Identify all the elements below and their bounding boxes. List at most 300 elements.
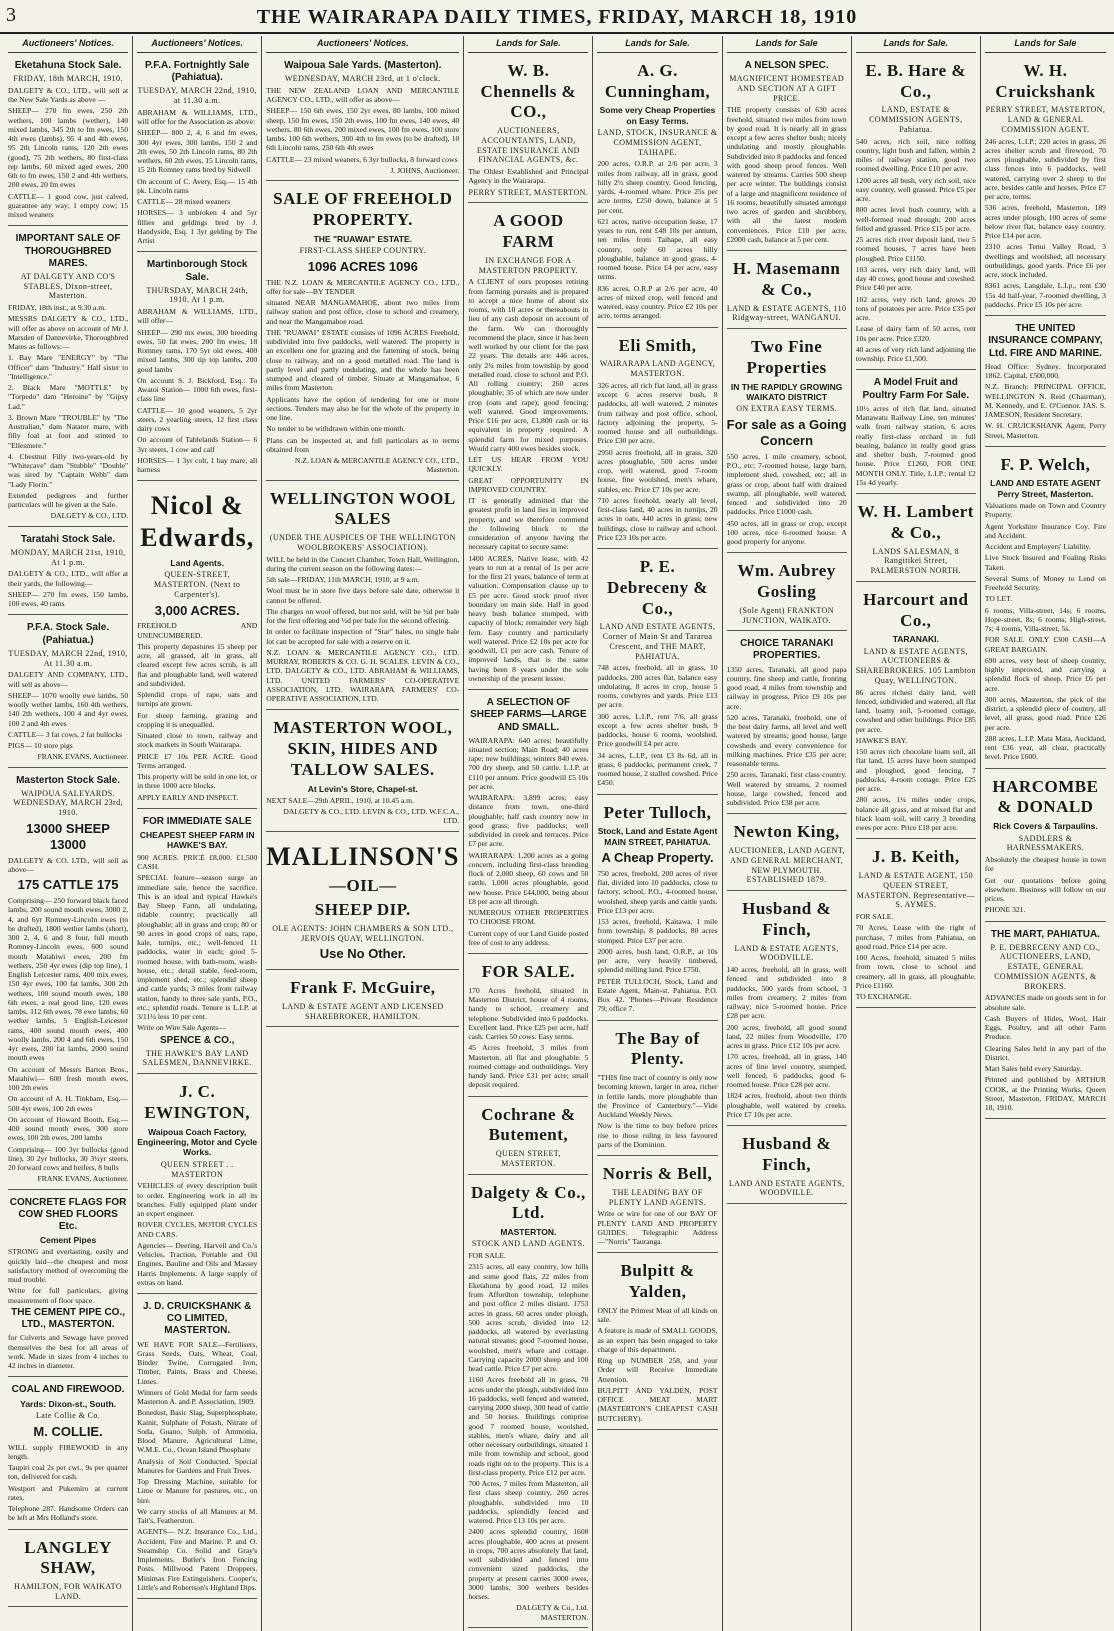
ad-title: FOR IMMEDIATE SALE [142,815,252,827]
page-number: 3 [6,4,16,26]
ad-heading: Cochrane & Butement, [481,1104,576,1145]
ad-title: Masterton Stock Sale. [16,774,121,786]
ad-paragraph: WAIRARAPA: 1,200 acres as a going concern, including first-class breeding flock of 2,000 sheep, 60 cows and 50 cattle, 1,000 acres ploughable, good new house. Price £44,000, being about £8 per acre all through. [468,850,589,906]
ad-subtitle: WAIPOUA SALEYARDS. WEDNESDAY, MARCH 23rd, 1910. [13,788,123,818]
ad-heading: A GOOD FARM [493,211,564,252]
ad-subtitle: IN EXCHANGE FOR A MASTERTON PROPERTY. [478,255,579,275]
ad-paragraph: On account of C. Avery, Esq.— 15 4th pk. Lincoln rams [137,176,258,195]
ad-paragraph: Agent Yorkshire Insurance Coy. Fire and Accident. [984,521,1106,540]
advertisement [137,1077,257,1294]
ad-paragraph: Splendid crops of rape, oats and turnips are grown. [137,690,258,709]
ad-subheading: Waipoua Coach Factory, Engineering, Motor and Cycle Works. [137,1126,258,1158]
ad-subtitle: LAND & ESTATE AGENTS, 110 Ridgway-street, WANGANUI. [726,303,847,323]
ad-paragraph: 70 Acres, Lease with the right of purchase, 7 miles from Pahiatua, on good road. Price £14 per acre. [855,923,976,951]
ad-title: A Model Fruit and Poultry Farm For Sale. [862,377,970,401]
ad-paragraph: CATTLE— 28 mixed weaners [137,197,231,207]
ad-paragraph: APPLY EARLY AND INSPECT. [137,792,239,802]
ad-paragraph: "THIS fine tract of country is only now becoming known, larger in area, richer in fertile lands, more ploughable than the Province of Canterbury."—Vide Auckland Weekly News. [597,1073,718,1120]
ad-title: COAL AND FIREWOOD. [11,1384,125,1396]
ad-paragraph: 10½ acres of rich flat land, situated Manawatu Railway Line, ten minutes' walk from railway station, 6 acres really first-class orchard in full bearing, balance in really good grass and shelter bush, 7-roomed good house. Price £1260, FOR ONE MONTH ONLY. Title, L.I.P.; rental £2 15s 4d yearly. [855,403,976,487]
ad-paragraph: 25 acres rich river deposit land, two 5 roomed houses, 7 acres have been ploughed. Price £1150. [855,235,976,263]
ad-subtitle: MONDAY, MARCH 21st, 1910, At 1 p.m. [10,547,126,567]
ad-heading: Bulpitt & Yalden, [620,1261,695,1302]
ad-paragraph: Taupiri coal 2s per cwt., 9s per quarter ton, delivered for cash. [8,1463,129,1482]
ad-subtitle: LAND, STOCK, INSURANCE & COMMISSION AGENT, TAIHAPE. [597,128,718,157]
ad-paragraph: situated NEAR MANGAMAHOE, about two miles from railway station and post office, close to school and creamery, and near the Mangamahoe road. [266,298,460,326]
ad-heading: Husband & Finch, [742,1134,832,1174]
ad-title: Waipoua Sale Yards. (Masterton). [284,59,442,71]
ad-paragraph: N.Z. LOAN & MERCANTILE AGENCY CO., LTD. MURRAY, ROBERTS & CO. G. H. SCALES. LEVIN & CO., LTD. DALGETY & CO., LTD. ABRAHAM & WILLIAMS, LTD. UNITED FARMERS' CO-OPERATIVE ASSOCIATION, LTD. WAIRARAPA FARMERS' CO-OPERATIVE ASSOCIATION, LTD. [266,647,460,704]
ad-paragraph: 2310 acres Tenui Valley Road, 3 dwellings and woolshed, all necessary outbuildings, good yards. Price £6 per acre, stock included. [984,242,1106,280]
ad-subtitle: (Sole Agent) FRANKTON JUNCTION, WAIKATO. [739,605,834,625]
ad-paragraph: DALGETY & CO., LTD., will sell at the New Sale Yards as above — [8,85,129,105]
ad-heading: W. H. Cruickshank [995,60,1096,101]
advertisement [8,618,128,767]
ad-paragraph: Westport and Pukemiro at current rates. [8,1483,129,1502]
ad-paragraph: 200 acres, O.R.P. at 2/6 per acre, 3 miles from railway, all in grass, good hilly 2½ sheep country. Good fencing, yards, 4-roomed whare. Price 25s per acre terms, £250 down, balance at 5 per cent. [597,159,718,215]
ad-paragraph: Write on Wire Sale Agents— [137,1023,226,1033]
advertisement [985,56,1106,316]
ad-paragraph: Printed and published by ARTHUR COOK, at the Printing Works, Queen Street, Masterton, FRIDAY, MARCH 18, 1910. [984,1075,1106,1113]
ad-paragraph: Extended pedigrees and further particulars will be given at the Sale. [8,490,129,510]
ad-paragraph: 690 acres, very best of sheep country, highly improved, and carrying a splendid flock of sheep. Price £6 per acre. [984,655,1106,693]
advertisement [137,56,257,252]
ad-paragraph: IT is generally admitted that the greatest profit in land lies in improved property, and we therefore commend the following block to the consideration of anyone having the necessary capital to secure same: [468,496,589,552]
ad-paragraph: 102 acres, very rich land, grows 20 tons of potatoes per acre. Price £35 per acre. [855,294,976,323]
ad-paragraph: SHEEP— 270 fm ewes, 150 lambs, 100 ewes, 40 rams [8,589,129,609]
ad-paragraph: 45 Acres freehold, 3 miles from Masterton, all flat and ploughable. 5 roomed cottage and outbuildings. Very handy land. Price £31 per acre; small deposit required. [468,1043,589,1090]
advertisement [468,1178,588,1628]
ad-title: IMPORTANT SALE OF THOROUGHBRED MARES. [15,233,121,269]
advertisement [468,957,588,1096]
ad-paragraph: WILL supply FIREWOOD in any length. [8,1442,129,1461]
ad-heading: W. B. Chennells & CO., [480,60,577,122]
advertisement [727,634,847,814]
ad-heading: Newton King, [733,822,840,842]
ad-paragraph: On account S. J. Bickford, Esq.: To Awatoi Station— 1000 6th ewes, first-class line [137,375,258,404]
ad-title: THE CEMENT PIPE CO., LTD., MASTERTON. [11,1306,126,1331]
ad-paragraph: A feature is made of SMALL GOODS, as an expert has been engaged to take charge of this department. [597,1326,718,1354]
ad-paragraph: 1350 acres, Taranaki, all good papa country, fine sheep and cattle, fronting good road, 4 miles from township and railway in progress. Price £9 10s per acre. [726,664,847,711]
ad-heading: FOR SALE. [481,962,576,982]
ad-paragraph: SPECIAL feature—season surge an immediate sale, hence the sacrifice. This is an ideal and typical Hawke's Bay Sheep Farm, all undulating, ridable country; practically all ploughable; all in grass and crop; 80 or 90 acres in good crops of oats, rape, kale, turnips, etc.; well-fenced 11 paddocks, water in each; good 5-roomed house, with bath-room, wash-house, etc.; detail stable, feed-room, implement shed, etc.; splendid sheep and cattle yards; 3 miles from railway station, handy to three sale yards, P.O., etc.; splendid roads. Tenure is L.I.P. at 3/11¼ less 10 per cent. [137,873,258,1022]
column-heading: Auctioneers' Notices. [266,36,459,53]
advertisement [266,973,459,1027]
ad-paragraph: SHEEP— 290 mx ewes, 300 breeding ewes, 50 fat ewes, 200 fm ewes, 18 Romney rams, 170 5yr old ewes, 400 mixed lambs, 300 tip top lambs, 200 good lambs [137,327,258,374]
ad-heading: Husband & Finch, [742,899,832,939]
column-heading: Lands for Sale [985,36,1106,53]
column-7 [852,36,981,1631]
ad-paragraph: ABRAHAM & WILLIAMS, LTD., will offer— [137,307,258,326]
ad-heading: P. E. Debreceny & Co., [607,557,709,618]
ad-paragraph: W. H. CRUICKSHANK Agent, Perry Street, Masterton. [984,421,1106,440]
column-4 [464,36,593,1631]
ad-title: CHOICE TARANAKI PROPERTIES. [740,638,834,662]
ad-paragraph: FOR SALE. [855,912,894,922]
ad-paragraph: TO LET. [984,594,1012,604]
ad-paragraph: PIGS— 10 store pigs [8,741,73,751]
advertisement [8,229,128,526]
advertisement [8,530,128,616]
ad-subtitle: LAND & ESTATE AGENTS, WOODVILLE. [734,943,839,963]
ad-paragraph: ONLY the Primest Meat of all kinds on sale. [597,1305,718,1325]
ad-display-line: 3,000 ACRES. [154,602,240,618]
ad-subheading: Stock, Land and Estate Agent MAIN STREET, PAHIATUA. [597,826,718,847]
advertisement [137,255,257,481]
ad-subheading: THE "RUAWAI" ESTATE. [313,233,412,244]
ad-subtitle: THE LEADING BAY OF PLENTY LAND AGENTS. [608,1187,707,1207]
ad-paragraph: WE HAVE FOR SALE—Fertilisers, Grass Seeds, Oats, Wheat, Coal, Binder Twine, Corrugated Iron, Timber, Paints, Brass and Cheese, Limes. [137,1339,258,1386]
ad-paragraph: 5th sale—FRIDAY, 11th MARCH, 1910, at 9 a.m. [266,575,420,585]
ad-paragraph: NEXT SALE—29th APRIL, 1910, at 10.45 a.m. [266,795,414,805]
advertisement [468,1100,588,1175]
ad-heading: H. Masemann & Co., [732,259,841,299]
advertisement [8,1380,128,1529]
advertisement [137,484,257,808]
ad-subtitle: QUEEN STREET, MASTERTON. [495,1149,561,1168]
ad-display-line: M. COLLIE. [33,1423,103,1439]
ad-subtitle: ON EXTRA EASY TERMS. [736,404,838,414]
ad-paragraph: THE N.Z. LOAN & MERCANTILE AGENCY CO., LTD., offer for sale—BY TENDER [266,277,460,296]
ad-title: Martinborough Stock Sale. [146,259,248,283]
ad-subtitle: HAMILTON, FOR WAIKATO LAND. [14,1581,123,1601]
ad-paragraph: This property depastures 15 sheep per acre, all grassed, all in grass, all cleared except few acres scrub, is all flat and ploughable land, well watered and subdivided. [137,641,258,688]
ad-heading: —OIL— [328,876,397,896]
ad-signature: DALGETY & CO., LTD. [50,511,129,521]
ad-paragraph: 900 ACRES. PRICE £8,000. £1,500 CASH. [137,852,258,872]
ad-display-line: Use No Other. [319,946,406,962]
advertisement [137,812,257,1074]
ad-signature: FRANK EVANS, Auctioneer. [37,1174,129,1184]
ad-paragraph: 4. Chestnut Filly two-years-old by "Whitecave" dam "Stubble" "Double" was sired by "Captain Webb" dam "Lady Florin." [8,451,129,489]
ad-heading: Wm. Aubrey Gosling [737,561,836,602]
ad-paragraph: TO EXCHANGE. [855,992,912,1002]
ad-paragraph: 150 acres rich chocolate loam soil, all flat land, 15 acres have been stumped and ploughed, good fencing, 7 paddocks, 4-room cottage. Price £25 per acre. [855,747,976,794]
ad-paragraph: Get our quotations before going elsewhere. Business will follow on our prices. [984,875,1106,904]
ad-heading: LANGLEY SHAW, [24,1537,112,1578]
ad-paragraph: SHEEP— 270 fm ewes, 250 2th wethers, 100 lambs (wether), 140 mixed lambs, 345 2th to fm ewes, 150 4th ewes (lambs), 95 4 and 4th ewes, 95 2th Lincoln rams, 120 2th ewes (good), 75 2th wethers, 80 first-class rep lambs, 60 mixed aged ewes, 200 6th to fm ewes, 150 2 and 4th wethers, 200 ewes, 20 fm ewes [8,106,129,190]
ad-subheading: LAND AND ESTATE AGENT Perry Street, Masterton. [990,478,1101,499]
ad-paragraph: Applicants have the option of tendering for one or more sections. Tenders may also be for the whole of the property in one line. [266,394,460,423]
ad-paragraph: 34 acres, L.I.P., rent £3 8s 6d, all in grass, 6 paddocks, permanent creek, 7 roomed house, 2 stalled cowshed. Price £450. [597,750,718,788]
ad-paragraph: On account of Howard Booth, Esq.— 400 sound mouth ewes, 300 store ewes, 100 2th ewes, 200 lambs [8,1114,129,1143]
advertisement [8,1193,128,1378]
ad-paragraph: HAWKE'S BAY. [855,735,908,745]
column-8 [981,36,1110,1631]
ad-subtitle: FIRST-CLASS SHEEP COUNTRY. [299,245,426,255]
advertisement [727,556,847,631]
ad-paragraph: DALGETY & CO., LTD., will offer at their yards, the following— [8,569,129,588]
ad-paragraph: ABRAHAM & WILLIAMS, LTD., will offer for the Association as above: [137,107,258,127]
ad-subtitle: MAGNIFICENT HOMESTEAD AND SECTION AT A GIFT PRICE. [729,74,844,103]
ad-display-line: For sale as a Going Concern [726,417,847,448]
ad-paragraph: THE NEW ZEALAND LOAN AND MERCANTILE AGENCY CO., LTD., will offer as above— [266,85,460,105]
ad-paragraph: WAIRARAPA: 640 acres; beautifully situated section; Main Road; 40 acres rape; new buildings; winters 840 ewes. 700 dry sheep, and 50 cattle. L.I.P. at £110 per annum. Price goodwill £5 10s per acre. [468,735,589,791]
ad-heading: SHEEP DIP. [314,900,411,920]
ad-paragraph: 170 acres, freehold, all in grass, 140 acres of fine level country, stumped, well fenced, 6 paddocks, good 6-roomed house. Price £28 per acre. [726,1052,847,1090]
column-heading: Lands for Sale [727,36,847,53]
advertisement [8,56,128,226]
advertisement [985,450,1106,769]
ad-paragraph: N.Z. Branch: PRINCIPAL OFFICE, WELLINGTON N. Reid (Chairman), M. Kennedy, and E. O'Connor. JAS. S. JAMESON, Resident Secretary. [984,382,1106,419]
advertisement [856,842,976,1008]
advertisement [8,1533,128,1608]
ad-paragraph: ADVANCES made on goods sent in for absolute sale. [984,993,1106,1012]
ad-signature: DALGETY & Co., Ltd. MASTERTON. [516,1603,589,1622]
ad-title: P.F.A. Stock Sale. (Pahiatua.) [27,622,110,646]
ad-subtitle: THE HAWKE'S BAY LAND SALESMEN, DANNEVIRKE. [142,1048,252,1068]
ad-heading: SALE OF FREEHOLD PROPERTY. [273,189,453,229]
ad-paragraph: Mart Sales held every Saturday. [984,1064,1082,1074]
ad-paragraph: FOR SALE. ONLY £300 CASH—A GREAT BARGAIN. [984,635,1106,654]
ad-title: Taratahi Stock Sale. [20,533,116,545]
ad-heading-large: Nicol & Edwards, [140,491,255,553]
ad-paragraph: THE "RUAWAI" ESTATE consists of 1096 ACRES Freehold, subdivided into five paddocks, well watered. The property is an excellent one for grazing and the fattening of stock, being close to railway, and on a good metalled road. The land is partly level and partly undulating, and the whole has been stumped and cleared of timber. Situate at Mangamahoe, 6 miles from Masterton. [266,327,460,393]
ad-paragraph: 621 acres, native occupation lease, 17 years to run, rent £48 10s per annum, ten miles from Taihape, all easy country, only 60 acres hilly ploughable, balance in good grass, 4-roomed house. Price £4 per acre, easy terms. [597,216,718,282]
ad-paragraph: SHEEP— 150 6th ewes, 150 2yr ewes, 80 lambs, 100 mixed sheep, 150 fm ewes, 150 2th ewes, 100 fm ewes, 140 ewes, 40 wethers, 80 6th ewes, 200 mixed ewes, 100 fm ewes, 100 store lambs, 100 6th wethers, 300 4th to fm ewes (to be drafted), 10 6th Lincoln rams, 250 6th 4th ewes [266,106,460,153]
ad-subtitle: OLE AGENTS: JOHN CHAMBERS & SON LTD., JERVOIS QUAY, WELLINGTON. [272,923,454,943]
ad-paragraph: 800 acres level bush country, with a well-formed road through; 200 acres felled and grassed. Price £15 per acre. [855,205,976,233]
newspaper-title: THE WAIRARAPA DAILY TIMES, FRIDAY, MARCH 18, 1910 [256,6,858,28]
ad-heading: Dalgety & Co., Ltd. [471,1182,586,1223]
advertisement [468,693,588,954]
ad-heading: Peter Tulloch, [603,802,712,822]
ad-paragraph: GREAT OPPORTUNITY IN IMPROVED COUNTRY. [468,475,589,494]
ad-paragraph: CATTLE— 1 good cow, just calved, guarantee any way; 1 empty cow; 15 mixed weaners [8,191,129,220]
advertisement [727,1129,847,1204]
ad-paragraph: 836 acres, O.R.P at 2/6 per acre, 40 acres of mixed crop, well fenced and watered, easy country. Price £2 10s per acre, terms arranged. [597,283,718,321]
ad-heading: Harcourt and Co., [863,589,969,630]
ad-paragraph: THE property consists of 630 acres freehold, situated two miles from town by good road. It is nearly all in grass except a few acres shelter bush; nicely undulating and mostly ploughable. Subdivided into 8 paddocks and fenced with good sheep proof fences. Well watered by streams. Carries 500 sheep per acre winter. The buildings consist of a large and magnificent residence of 16 rooms, beautifully situated amongst two acres of garden and shrubbery, with all the latest modern conveniences. Price £10 per acre, £2000 cash, balance at 5 per cent. [726,105,847,244]
advertisement [597,552,717,794]
ad-heading: A. G. Cunningham, [604,60,711,101]
ad-subtitle: Late Collie & Co. [36,1410,101,1420]
ad-paragraph: 170 Acres freehold, situated in Masterton District, house of 4 rooms, handy to school, creamery and telephone. Subdivided into 6 paddocks. Excellent land. Price £25 per acre, half cash. Carries 50 cows. Easy terms. [468,985,589,1042]
ad-subheading: TARANAKI. [892,634,939,645]
ad-paragraph: 2. Black Mare "MOTTLE" by "Torpedo" dam "Heroine" by "Gipsy Lad." [8,383,129,411]
ad-paragraph: BULPITT AND YALDEN, POST OFFICE MEAT MART (MASTERTON'S CHEAPEST CASH BUTCHERY). [597,1385,718,1423]
ad-subtitle: LAND AND ESTATE AGENTS, WOODVILLE. [728,1178,845,1198]
ad-paragraph: Absolutely the cheapest house in town for [984,855,1106,874]
ad-paragraph: 140 acres, freehold, all in grass, well fenced and subdivided into 8 paddocks, 500 yards from school, 3 miles from creamery, 2 miles from railway; nice 5-roomed house. Price £28 per acre. [726,965,847,1021]
ad-subtitle: TUESDAY, MARCH 22nd, 1910, At 11.30 a.m. [8,648,128,668]
ad-paragraph: Lease of dairy farm of 50 acres, rent 10s per acre. Price £320. [855,324,976,343]
ad-paragraph: Valuations made on Town and Country Property. [984,501,1106,520]
masthead [0,0,1114,34]
advertisement [468,206,588,690]
ad-heading: MASTERTON WOOL, SKIN, HIDES AND TALLOW SALES. [273,718,453,779]
ad-paragraph: Winners of Gold Medal for farm seeds Masterton A. and P. Association, 1909. [137,1387,258,1407]
ad-paragraph: 86 acres richest dairy land, well fenced, subdivided and watered, all flat land, loamy soil, 5-roomed cottage, cowshed and other buildings. Price £85 per acre. [855,687,976,734]
ad-subheading: MASTERTON. [500,1227,557,1238]
ad-subheading: Yards: Dixon-st., South. [20,1398,116,1409]
ad-subheading: IN THE RAPIDLY GROWING WAIKATO DISTRICT [730,381,843,402]
ad-subtitle: QUEEN STREET . . MASTERTON [160,1159,234,1179]
ad-signature: J. JOHNS, Auctioneer. [390,165,460,175]
column-heading: Auctioneers' Notices. [8,36,128,53]
ad-signature: DALGETY & CO., LTD. LEVIN & CO., LTD. W.F.C.A., LTD. [283,807,460,826]
ad-paragraph: 300 acres, L.I.P., rent 7/6, all grass except a few acres shelter bush, 9 paddocks, house 6 rooms, woolshed. Price goodwill £4 per acre. [597,711,718,749]
ad-paragraph: No tender to be withdrawn within one month. [266,424,406,434]
ad-paragraph: 1. Bay Mare "ENERGY" by "The Officer" dam "Industry." Half sister to "Intelligence." [8,353,129,381]
column-1 [4,36,133,1631]
ad-title: Eketahuna Stock Sale. [14,59,122,71]
advertisement [727,817,847,891]
ad-paragraph: DALGETY & CO. LTD., will sell as above— [8,855,129,874]
ad-subtitle: PERRY STREET, MASTERTON. [468,187,589,197]
ad-paragraph: Ring up NUMBER 258, and your Order will Receive Immediate Attention. [597,1356,718,1384]
ad-paragraph: 3. Brown Mare "TROUBLE" by "The Australian," dam Natator mare, with filly foal at foot and stinted to "Ellesmere." [8,412,129,450]
ad-signature: N.Z. LOAN & MERCANTILE AGENCY CO., LTD., Masterton. [294,456,460,475]
ad-subheading: Cement Pipes [39,1235,97,1246]
ad-subtitle: LAND & ESTATE AGENT, 150 QUEEN STREET, MASTERTON. Representative—S. AYMES. [856,871,975,910]
ad-heading-large: MALLINSON'S [266,841,460,871]
ad-subtitle: LAND & ESTATE AGENT AND LICENSED SHAREBROKER, HAMILTON. [282,1001,444,1021]
ad-paragraph: In order to facilitate inspection of "Star" bales, no single bale lot can be accepted for sale with a reserve on it. [266,627,460,646]
ad-paragraph: The Oldest Established and Principal Agency in the Wairarapa. [468,167,589,186]
ad-paragraph: 700 Acres, 7 miles from Masterton, all first class sheep country, 260 acres ploughable, subdivided into 10 paddocks, splendidly fenced and watered. Price £13 10s per acre. [468,1479,589,1526]
advertisement [266,713,459,831]
advertisement [597,331,717,549]
ad-subtitle: AUCTIONEERS, ACCOUNTANTS, LAND, ESTATE INSURANCE AND FINANCIAL AGENTS, &c. [476,126,580,165]
advertisement [597,1159,717,1253]
ad-paragraph: FRIDAY, 18th inst., at 9.30 a.m. [8,303,107,313]
ad-subtitle: WEDNESDAY, MARCH 23rd, at 1 o'clock. [284,74,441,84]
ad-signature: FRANK EVANS, Auctioneer. [37,752,129,762]
advertisement [727,56,847,251]
ad-paragraph: 1400 ACRES, Native lease, with 42 years to run at a rental of 1s per acre for the first 21 years, balance of term at valuation. Compensation clause up to £5 per acre. Good stock proof river boundary on main side. Half in good heavy bush balance stumped, with capacity of block; remainder very high fern. Easy country and particularly well watered. Price £2 10s per acre for goodwill, £1 per acre cash. Tenure of improved lands, that is the same having been 8 years under the sole ownership of the present lessee. [468,553,589,683]
ad-subtitle: FRIDAY, 18th MARCH, 1910. [13,74,123,84]
ad-paragraph: Several Sums of Money to Lend on Freehold Security. [984,573,1106,593]
ad-paragraph: 550 acres, 1 mile creamery, school, P.O., etc; 7-roomed house, large barn, implement shed, cowshed, etc; all in grass or crop, about half with drained swamp, all ploughable, well watered, fenced and subdivided into 20 paddocks. Price £1000 cash. [726,451,847,517]
ad-paragraph: 2000 acres, bush land, O.R.P., at 10s per acre, very heavily timbered, splendid milling land. Price £750. [597,946,718,975]
ad-subtitle: TUESDAY, MARCH 22nd, 1910, at 11.30 a.m. [137,86,257,106]
ad-paragraph: Head Office: Sydney. Incorporated 1862. Capital, £500,000. [984,361,1106,380]
ad-paragraph: 8361 acres, Langdale, L.I.p., rent £30 15s 4d half-year, 7-roomed dwelling, 3 paddocks. Price £5 10s per acre. [984,281,1106,309]
ad-title: THE MART, PAHIATUA. [990,928,1100,940]
ad-paragraph: 540 acres, rich soil, nice rolling country, light bush and fallen, within 2 miles of railway station, good two roomed dwelling. Price £10 per acre. [855,136,976,174]
advertisement [856,497,976,582]
ad-paragraph: 2400 acres splendid country, 1600 acres ploughable, 400 acres at present in crops, 700 acres absolutely flat land, well subdivided and fenced into convenient sized paddocks, the property at present carries 3000 ewes, 3000 lambs, 300 wethers besides horses. [468,1527,589,1602]
ad-paragraph: PETER TULLOCH, Stock, Land and Estate Agent, Main-st. Pahiatua. P.O. Box 42. 'Phones—Private Residence 79; office 7. [597,976,718,1014]
ad-title: J. D. CRUICKSHANK & CO LIMITED, MASTERTON. [143,1301,252,1337]
advertisement [727,894,847,1126]
ad-paragraph: 520 acres, Taranaki, freehold, one of the best dairy farms, all level and well watered by streams; good house, large cowsheds and every convenience for milking machines. Price £35 per acre; reasonable terms. [726,712,847,769]
ad-heading: J. B. Keith, [871,847,960,867]
ad-paragraph: 710 acres freehold, nearly all level, first-class land, 40 acres in turnips, 20 acres in oats, 440 acres in grass; new buildings, close to railway and school. Price £23 10s per acre. [597,495,718,542]
ad-paragraph: Comprising— 100 3yr bullocks (good line), 30 2yr bullocks, 30 3¼yr steers, 20 forward cows and heifers, 8 bulls [8,1144,129,1173]
ad-paragraph: On account of Tablelands Station— 6 3yr steers, 1 cow and calf [137,435,258,454]
ad-paragraph: A CLIENT of ours proposes retiring from farming pursuits and is prepared to accept a nice home of about six rooms, with 10 acres or thereabouts in lieu of any cash deposit on account of the farm. We can thoroughly recommend the place, since it has been well worked by our client for the past 22 years. The details are: 446 acres, only 2¼ miles from township by good metalled road, close to school and P.O. All rolling country; 260 acres ploughable; 35 of which are now under crop (oats and rape); good fencing; well watered. Good improvements. Price £16 per acre, £1,800 cash or its equivalent in property required. A splendid farm for mixed purposes. Would carry 400 ewes besides stock. [468,277,589,453]
ad-subtitle: PERRY STREET, MASTERTON, LAND & GENERAL COMMISSION AGENT. [985,105,1106,134]
advertisement [597,56,717,328]
ad-paragraph: Plans can be inspected at, and full particulars as to terms obtained from [266,435,460,454]
advertisement [8,771,128,1190]
ad-heading: W. H. Lambert & Co., [857,502,974,542]
ad-paragraph: 2315 acres, all easy country, low hills and some good flats, 22 miles from Eketahuna by good road, 12 miles from Affordton township, telephone and post office 2 miles distant. 1753 acres in grass, 60 acres under plough, 500 acres scrub, divided into 12 paddocks, all watered by everlasting natural streams; good 7-roomed house, woolshed, men's whare and cottage. Carrying capacity 2000 sheep and 100 head cattle. Price £7 per acre. [468,1262,589,1374]
ad-paragraph: On account of A. H. Tinkham, Esq.— 500 4yr ewes, 100 2th ewes [8,1094,129,1113]
ad-paragraph: 300 acres, Masterton, the pick of the district, a splendid piece of country, all level, all grass, good road. Price £26 per acre. [984,694,1106,732]
ad-subtitle: LAND & ESTATE AGENTS, AUCTIONEERS & SHAREBROKERS. 105 Lambton Quay, WELLINGTON. [855,646,976,685]
ad-display-line: 1096 ACRES 1096 [307,258,418,274]
ad-heading: The Bay of Plenty. [615,1028,700,1069]
ad-paragraph: We carry stocks of all Manures at M. Tait's, Featherston. [137,1506,258,1526]
ad-paragraph: For sheep farming, grazing and cropping it is unequalled. [137,710,258,729]
ad-paragraph: CATTLE— 10 good weaners, 5 2yr steers, 2 yearling steers, 12 first class dairy cows [137,405,258,434]
ad-paragraph: 246 acres, L.I.P.; 220 acres in grass, 26 acres shelter scrub and firewood, 70 acres ploughable, subdivided by first class fences into 6 paddocks, well watered, carrying over 2 sheep to the acre, besides cattle and horses. Price £7 per acre, terms. [984,136,1106,202]
ad-paragraph: Comprising— 250 forward black faced lambs, 200 sound mouth ewes, 3000 2, 4, and 6yr Romney-Lincoln ewes (to be drafted), 1800 wether lambs (short), 300 2, 4, 6 and 8 four, full mouth Romney-Lincoln ewes, 600 sound mouth Matahiwi ewes, 200 fm wethers, 250 4yr ewes (dip top line), 1 English Leicester rams, 400 mix ewes, 150 4yr ewes, 100 fat lambs, 300 2th wethers, 100 sound mouth ewes, 180 6th ewes, a real good line, 120 ewes lambs, 112 6th ewes, 78 ewe lambs, 60 wether lambs, 5 English-Leicester rams, 400 sound mouth ewes, 400 woolly lambs, 200 4 and 6th ewes, 150 4yr ewes, 200 fat lambs, 2000 sound mouth ewes [8,896,129,1063]
ad-subtitle: AUCTIONEER, LAND AGENT, AND GENERAL MERCHANT, NEW PLYMOUTH. ESTABLISHED 1879. [728,846,845,885]
ad-subtitle: WAIRARAPA LAND AGENCY, MASTERTON. [599,359,716,379]
column-heading: Lands for Sale. [468,36,588,53]
ad-title: A NELSON SPEC. [744,59,829,71]
ad-paragraph: 536 acres, freehold, Masterton, 189 acres under plough, 100 acres of some below river flat, balance easy country. Price £14 per acre. [984,203,1106,241]
ad-subheading: Land Agents. [170,557,224,568]
ad-paragraph: DALGETY AND COMPANY, LTD., will sell as above— [8,670,129,689]
ad-heading: J. C. EWINGTON, [144,1082,251,1122]
ad-display-line: 13000 SHEEP 13000 [26,820,110,852]
ad-subtitle: (UNDER THE AUSPICES OF THE WELLINGTON WOOLBROKERS' ASSOCIATION). [269,533,456,552]
ad-subtitle: AT DALGETY AND CO'S STABLES, Dixon-street, Masterton. [20,271,116,301]
ad-paragraph: 1200 acres all bush, very rich soil, nice easy country, well grassed. Price £5 per acre. [855,175,976,204]
ad-heading: Eli Smith, [618,335,697,355]
advertisement [985,925,1106,1120]
advertisement [266,56,459,181]
ad-title: P.F.A. Fortnightly Sale (Pahiatua). [145,59,250,84]
ad-title: CONCRETE FLAGS FOR COW SHED FLOORS Etc. [9,1196,127,1232]
column-heading: Auctioneers' Notices. [137,36,257,53]
ad-paragraph: LET US HEAR FROM YOU QUICKLY. [468,455,589,474]
ad-display-line: 175 CATTLE 175 [17,877,119,893]
ad-paragraph: Top Dressing Machine, suitable for Lime or Manure for pastures, etc., on hire. [137,1477,258,1505]
ad-paragraph: FOR SALE. [468,1251,506,1261]
ad-heading: HARCOMBE & DONALD [992,776,1099,817]
column-heading: Lands for Sale. [597,36,717,53]
ad-paragraph: 748 acres, freehold, all in grass, 10 paddocks, 200 acres flat, balance easy undulating, 8 acres in crop, house 5 rooms, cowbyres and yards. Price £13 per acre. [597,663,718,710]
ad-paragraph: 6 rooms, Villa-street, 14s; 6 rooms, Hope-street, 8s; 6 rooms, High-street, 7s; 4 rooms, Villa-street, 5s. [984,605,1106,634]
ad-subtitle: P. E. DEBRECENY AND CO., AUCTIONEERS, LAND, ESTATE, GENERAL COMMISSION AGENTS, & BROKERS. [990,942,1101,991]
ad-paragraph: 280 acres, 1¼ miles under crops, balance all grass, and at mixed flat and black loam soil, will carry 3 breeding ewes per acre. Price £18 per acre. [855,795,976,833]
ad-paragraph: ROVER CYCLES, MOTOR CYCLES AND CARS. [137,1220,258,1239]
ad-paragraph: 1160 Acres freehold all in grass, 70 acres under the plough, subdivided into 16 paddocks, well fenced and watered, carrying 2000 sheep, 300 head of cattle and 50 horses. Buildings comprise good 7 roomed house, woolshed, stables, men's whare, dairy and all other necessary outbuildings, situated 1 mile from township and school, good roads right on to the property. This is a first-class property. Price £12 per acre. [468,1375,589,1477]
column-2 [133,36,262,1631]
ad-subtitle: QUEEN-STREET, MASTERTON. (Next to Carpenter's). [154,570,241,599]
ad-subtitle: THURSDAY, MARCH 24th, 1910. At 1 p.m. [146,285,249,305]
ad-subheading: CHEAPEST SHEEP FARM IN HAWKE'S BAY. [139,830,255,851]
ad-paragraph: NUMEROUS OTHER PROPERTIES TO CHOOSE FROM. [468,908,589,927]
ad-heading: Frank F. McGuire, [290,978,436,998]
ad-paragraph: SHEEP— 1070 woolly ewe lambs, 50 woolly wether lambs, 160 4th wethers, 140 2th wethers, 100 4 and 4yr ewes, 100 2 and 4th ewes [8,690,129,728]
ad-paragraph: WILL be held in the Concert Chamber, Town Hall, Wellington, during the current season on the following dates:— [266,554,460,573]
ad-paragraph: HORSES— 1 3yr colt, 1 bay mare, all harness [137,455,258,475]
ad-heading: F. P. Welch, [1000,454,1091,474]
ad-paragraph: Situated close to town, railway and stock markets in South Wairarapa. [137,731,258,750]
advertisement [266,184,459,480]
ad-paragraph: 326 acres, all rich flat land, all in grass except 6 acres reserve bush, 8 paddocks, all well watered, 2 minutes from railway and post office, school, factory adjoining the property, 5-roomed house and all outbuildings. Price £30 per acre. [597,380,718,446]
ad-paragraph: Accident and Employers' Liability. [984,542,1091,552]
advertisement [856,56,976,370]
ad-subheading: At Levin's Store, Chapel-st. [307,783,418,794]
ad-subtitle: LAND, ESTATE & COMMISSION AGENTS, Pahiatua. [869,105,963,134]
ad-paragraph: PHONE 321. [984,905,1026,915]
ad-title: SPENCE & CO., [159,1034,235,1046]
ad-paragraph: Telephone 287. Handsome Orders can be left at Mrs Holland's store. [8,1504,129,1523]
advertisement [727,254,847,329]
ad-paragraph: Agencies— Deering, Harvell and Co.'s Vehicles, Traction, Portable and Oil Engines, Bauline and Oils and Massey Harris Implements. A large supply of extras on hand. [137,1240,258,1287]
ad-paragraph: CATTLE— 3 fat cows, 2 fat bullocks [8,729,123,739]
ad-paragraph: Cash Buyers of Hides, Wool, Hair Eggs, Poultry, and all other Farm Produce. [984,1013,1106,1042]
column-6 [723,36,852,1631]
